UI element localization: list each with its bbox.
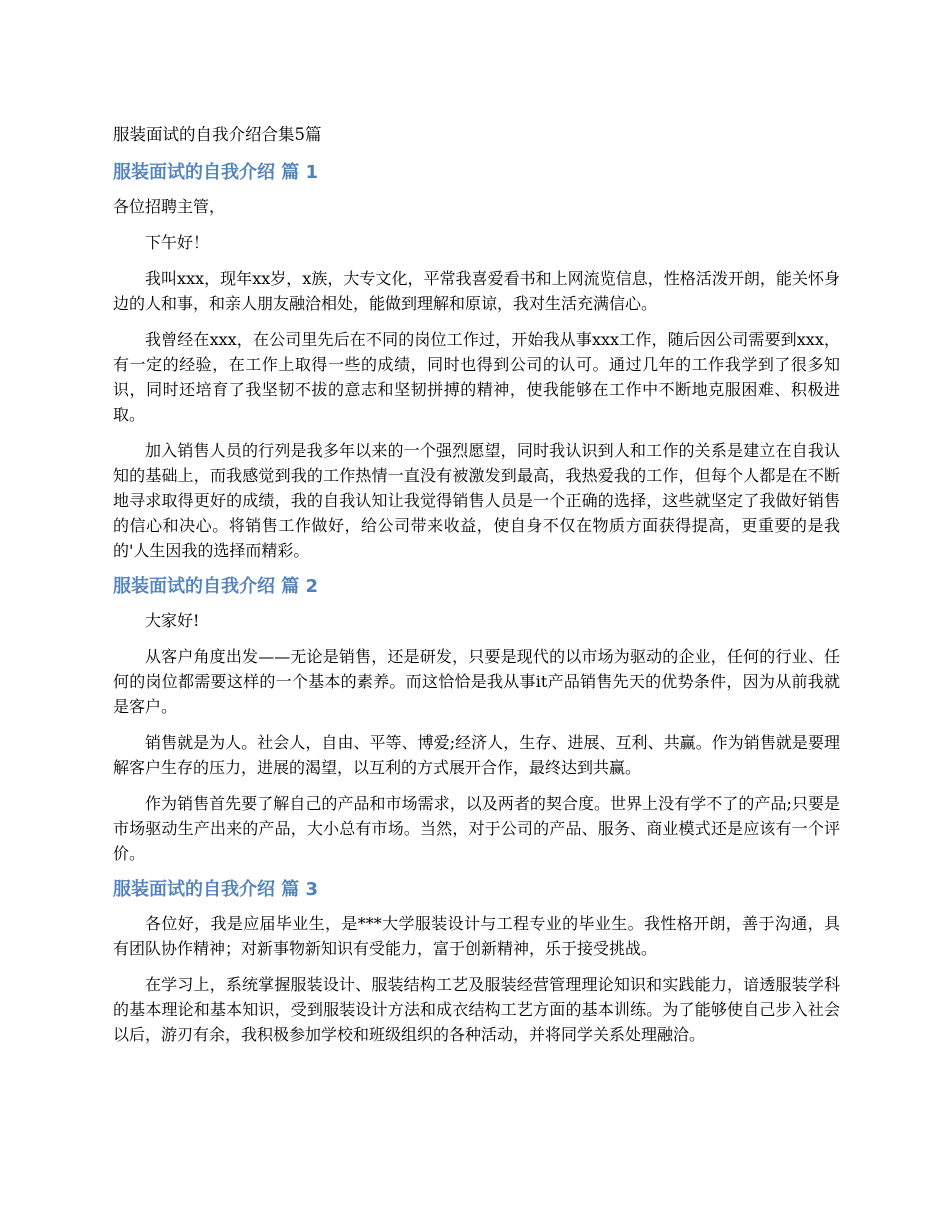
section-1	[113, 160, 840, 563]
paragraph: 我曾经在xxx，在公司里先后在不同的岗位工作过，开始我从事xxx工作，随后因公司需要到xxx，有一定的经验，在工作上取得一些的成绩，同时也得到公司的认可。通过几年的工作我学到了很多知识，同时还培育了我坚韧不拔的意志和坚韧拼搏的精神，使我能够在工作中不断地克服困难、积极进取。	[113, 330, 840, 424]
section-heading: 服装面试的自我介绍 篇 2	[113, 576, 319, 597]
section-3	[113, 877, 840, 1047]
section-heading: 服装面试的自我介绍 篇 3	[113, 879, 319, 900]
paragraph: 大家好!	[145, 611, 200, 630]
paragraph: 作为销售首先要了解自己的产品和市场需求，以及两者的契合度。世界上没有学不了的产品;只要是市场驱动生产出来的产品，大小总有市场。当然，对于公司的产品、服务、商业模式还是应该有一个评价。	[113, 794, 840, 863]
paragraph: 销售就是为人。社会人，自由、平等、博爱;经济人，生存、进展、互利、共赢。作为销售就是要理解客户生存的压力，进展的渴望，以互利的方式展开合作，最终达到共赢。	[113, 733, 840, 777]
section-2	[113, 574, 840, 866]
paragraph: 各位招聘主管，	[113, 197, 226, 216]
paragraph: 从客户角度出发——无论是销售，还是研发，只要是现代的以市场为驱动的企业，任何的行业、任何的岗位都需要这样的一个基本的素养。而这恰恰是我从事it产品销售先天的优势条件，因为从前我就是客户。	[113, 647, 840, 716]
paragraph: 我叫xxx，现年xx岁，x族，大专文化，平常我喜爱看书和上网流览信息，性格活泼开朗，能关怀身边的人和事，和亲人朋友融洽相处，能做到理解和原谅，我对生活充满信心。	[113, 269, 840, 313]
paragraph: 下午好！	[145, 233, 210, 252]
paragraph: 各位好，我是应届毕业生，是***大学服装设计与工程专业的毕业生。我性格开朗，善于沟通，具有团队协作精神；对新事物新知识有受能力，富于创新精神，乐于接受挑战。	[113, 914, 840, 958]
paragraph: 在学习上，系统掌握服装设计、服装结构工艺及服装经营管理理论知识和实践能力，谙透服装学科的基本理论和基本知识，受到服装设计方法和成衣结构工艺方面的基本训练。为了能够使自己步入社会以后，游刃有余，我积极参加学校和班级组织的各种活动，并将同学关系处理融洽。	[113, 975, 840, 1044]
document-page	[113, 122, 840, 1058]
section-heading: 服装面试的自我介绍 篇 1	[113, 162, 319, 183]
paragraph: 加入销售人员的行列是我多年以来的一个强烈愿望，同时我认识到人和工作的关系是建立在自我认知的基础上，而我感觉到我的工作热情一直没有被激发到最高，我热爱我的工作，但每个人都是在不断地寻求取得更好的成绩，我的自我认知让我觉得销售人员是一个正确的选择，这些就坚定了我做好销售的信心和决心。将销售工作做好，给公司带来收益，使自身不仅在物质方面获得提高，更重要的是我的'人生因我的选择而精彩。	[113, 441, 840, 560]
document-title: 服装面试的自我介绍合集5篇	[113, 125, 322, 144]
